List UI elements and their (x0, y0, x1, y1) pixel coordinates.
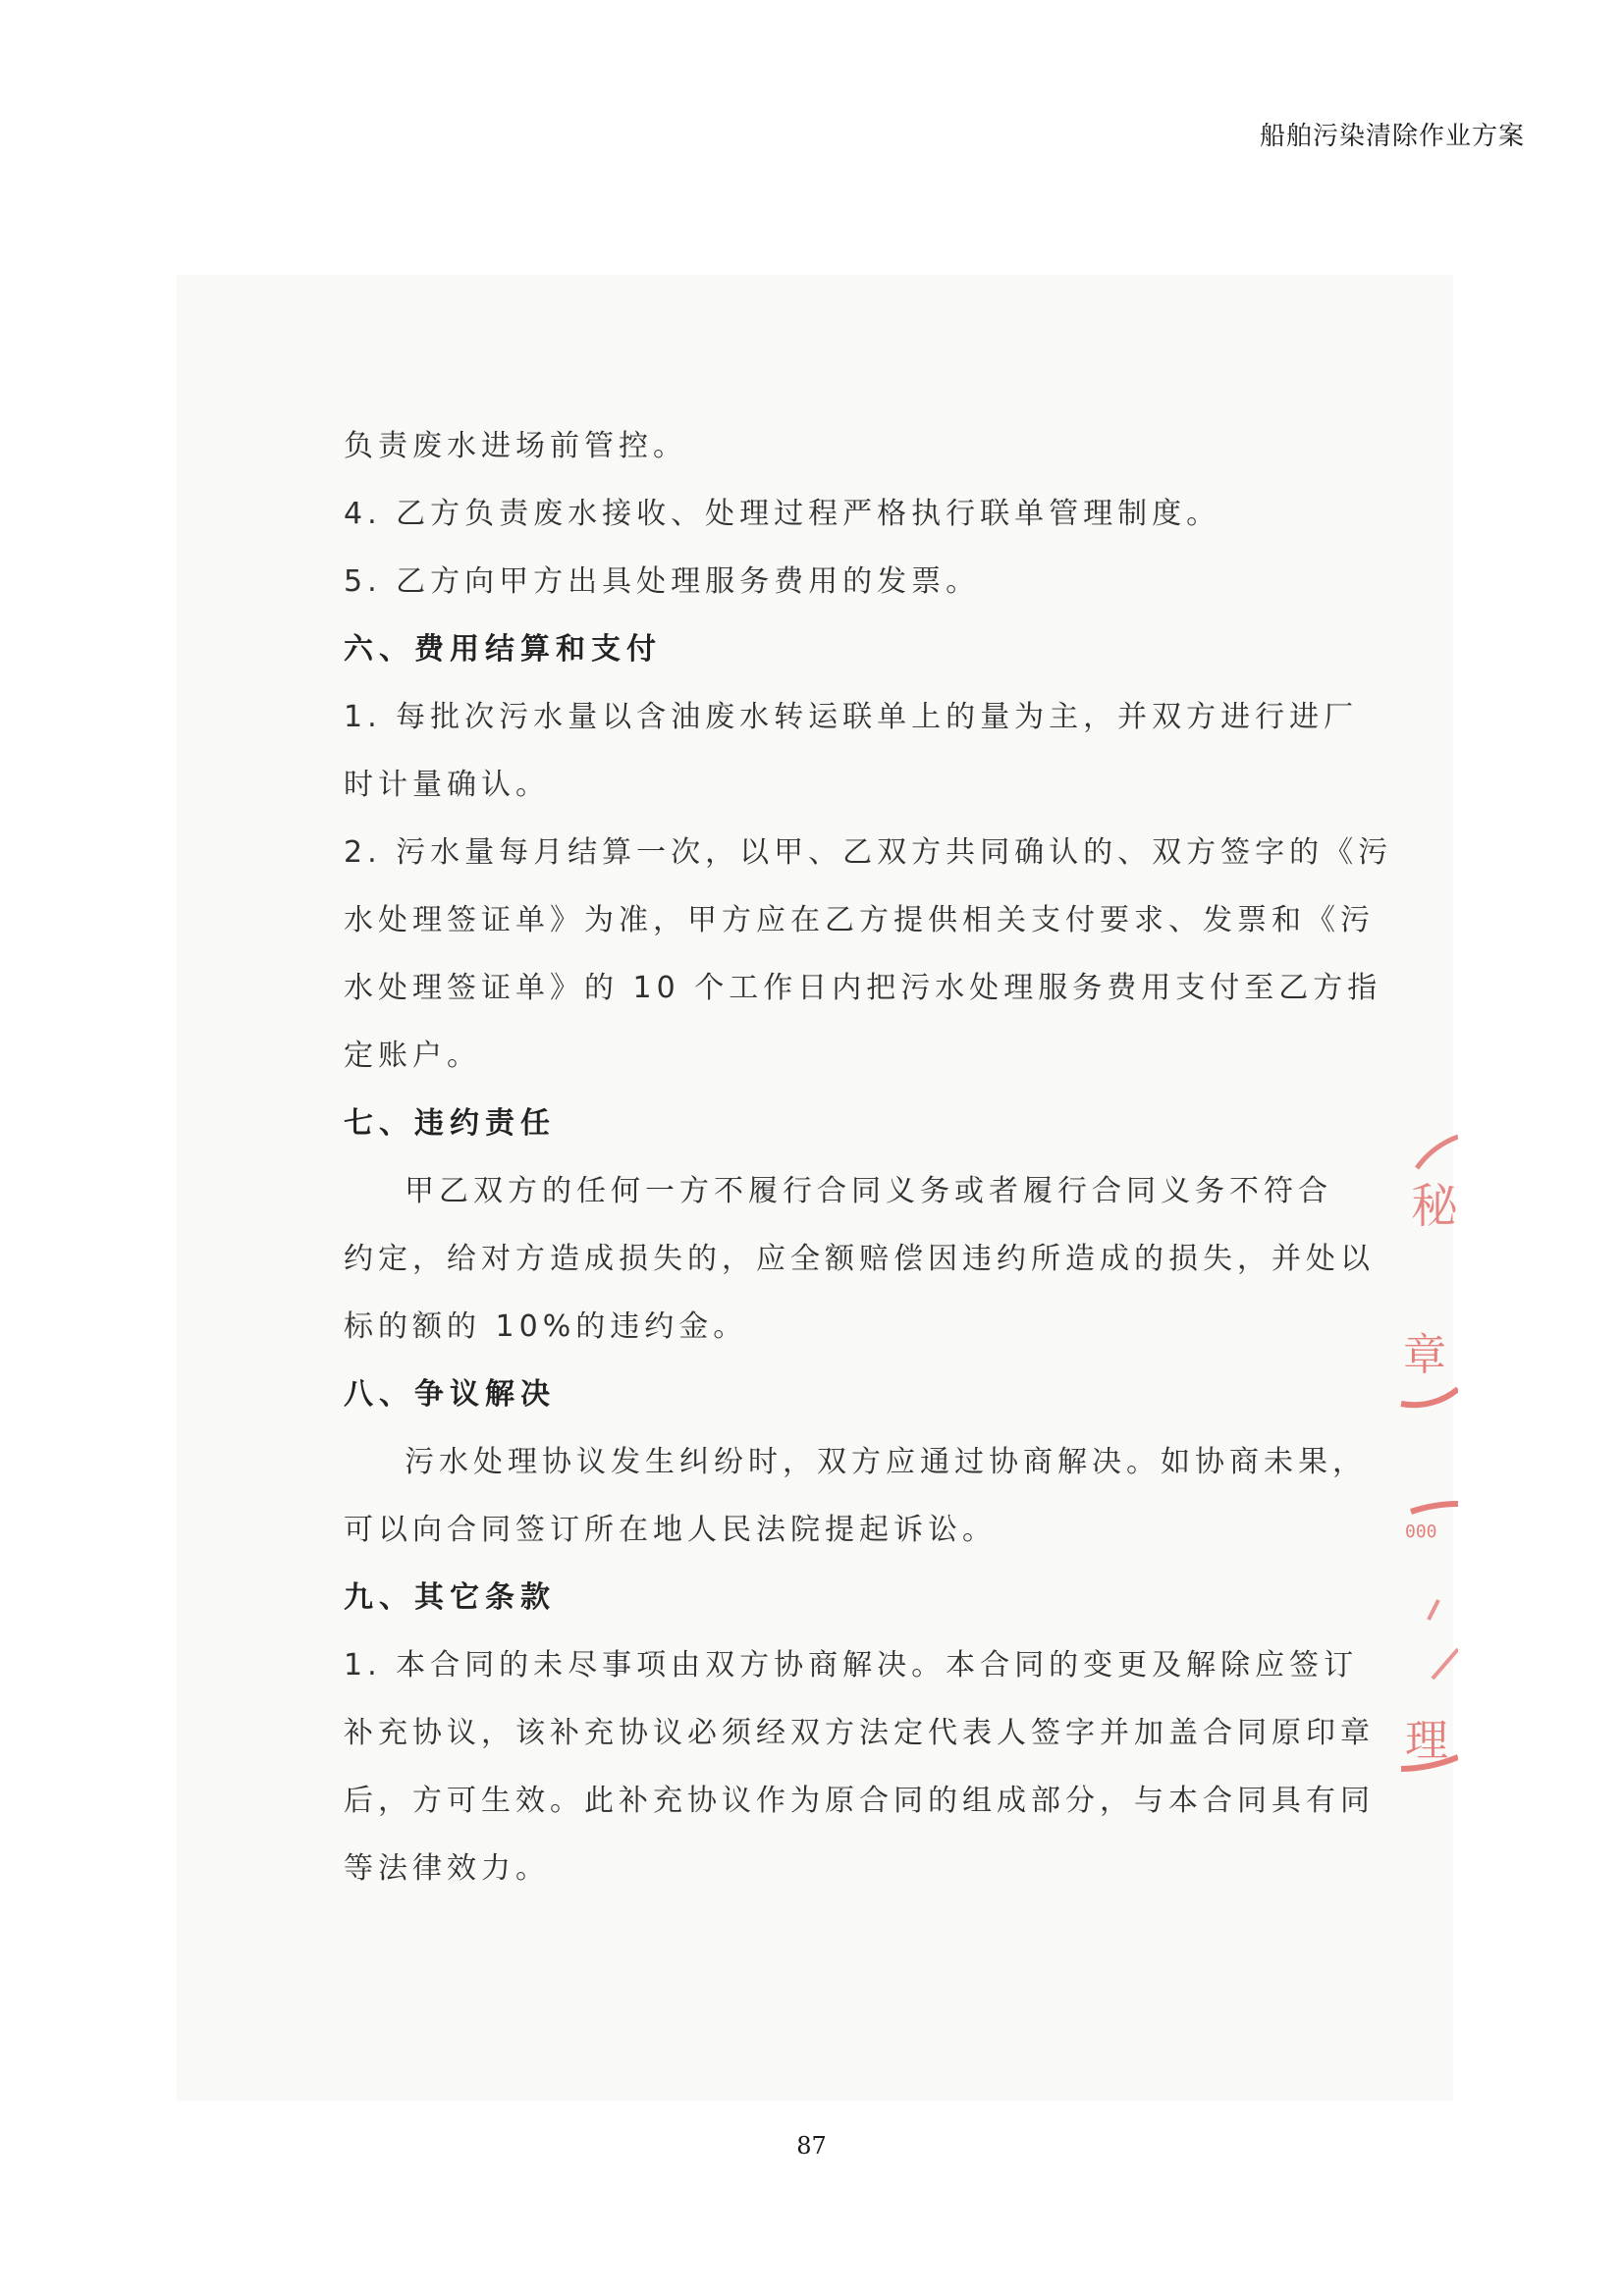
text-line: 标的额的 10%的违约金。 (344, 1309, 748, 1344)
section-heading: 七、违约责任 (344, 1106, 556, 1141)
section-heading: 九、其它条款 (344, 1580, 556, 1615)
seal-char: 理 (1405, 1716, 1448, 1766)
seal-char: 章 (1403, 1330, 1446, 1380)
text-line: 水处理签证单》为准，甲方应在乙方提供相关支付要求、发票和《污 (344, 903, 1375, 937)
seal-stamp-fragment (1399, 1482, 1458, 1796)
running-header: 船舶污染清除作业方案 (1259, 122, 1525, 151)
text-line: 约定，给对方造成损失的，应全额赔偿因违约所造成的损失，并处以 (344, 1242, 1375, 1276)
seal-stamp-fragment (1399, 1129, 1458, 1256)
text-line: 后，方可生效。此补充协议作为原合同的组成部分，与本合同具有同 (344, 1784, 1375, 1818)
section-heading: 六、费用结算和支付 (344, 632, 662, 667)
text-line: 4. 乙方负责废水接收、处理过程严格执行联单管理制度。 (344, 497, 1221, 531)
text-line: 5. 乙方向甲方出具处理服务费用的发票。 (344, 564, 981, 599)
text-line: 定账户。 (344, 1039, 481, 1073)
text-line: 甲乙双方的任何一方不履行合同义务或者履行合同义务不符合 (405, 1174, 1332, 1208)
text-line: 等法律效力。 (344, 1851, 550, 1886)
text-line: 补充协议，该补充协议必须经双方法定代表人签字并加盖合同原印章 (344, 1716, 1375, 1750)
section-heading: 八、争议解决 (344, 1377, 556, 1412)
seal-stamp-fragment (1399, 1296, 1458, 1433)
seal-char: 000 (1405, 1522, 1437, 1542)
page-number: 87 (796, 2132, 827, 2160)
text-line: 1. 每批次污水量以含油废水转运联单上的量为主，并双方进行进厂 (344, 700, 1359, 734)
text-line: 时计量确认。 (344, 768, 550, 802)
text-line: 可以向合同签订所在地人民法院提起诉讼。 (344, 1513, 997, 1547)
document-body (344, 412, 1393, 1902)
text-line: 1. 本合同的未尽事项由双方协商解决。本合同的变更及解除应签订 (344, 1648, 1359, 1682)
text-line: 污水处理协议发生纠纷时，双方应通过协商解决。如协商未果， (405, 1445, 1367, 1479)
text-line: 负责废水进场前管控。 (344, 429, 687, 463)
text-line: 2. 污水量每月结算一次，以甲、乙双方共同确认的、双方签字的《污 (344, 835, 1393, 870)
text-line: 水处理签证单》的 10 个工作日内把污水处理服务费用支付至乙方指 (344, 971, 1382, 1005)
seal-char: 秘 (1411, 1179, 1458, 1234)
